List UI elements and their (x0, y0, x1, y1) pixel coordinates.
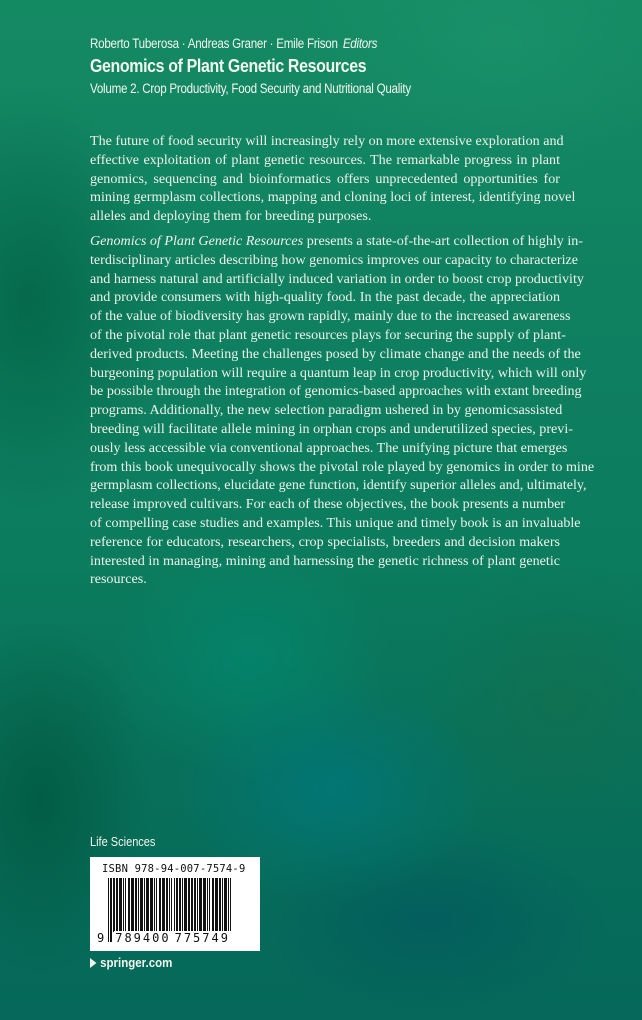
blurb (90, 132, 595, 595)
isbn-label: ISBN 978-94-007-7574-9 (102, 863, 246, 875)
website-link[interactable] (90, 956, 172, 970)
text-line: ously less accessible via conventional approaches. The unifying picture that emerges (90, 439, 568, 456)
text-line: breeding will facilitate allele mining in orphan crops and underutilized species, previ- (90, 420, 573, 437)
text-line: germplasm collections, elucidate gene function, identify superior alleles and, ultimately, (90, 477, 587, 494)
text-line: mining germplasm collections, mapping and cloning loci of interest, identifying novel (90, 189, 576, 206)
editors-names: Roberto Tuberosa · Andreas Graner · Emile Frison (90, 36, 338, 51)
text-line (90, 232, 584, 251)
barcode-group-2: 775749 (174, 931, 230, 945)
text-line: The future of food security will increasingly rely on more extensive exploration and (90, 133, 564, 149)
text-line: interested in managing, mining and harnessing the genetic richness of plant genetic (90, 552, 560, 569)
text-line: from this book unequivocally shows the pivotal role played by genomics in order to mine (90, 458, 595, 475)
website-label: springer.com (100, 956, 173, 970)
text-line: resources. (90, 571, 147, 588)
text-line: derived products. Meeting the challenges posed by climate change and the needs of the (90, 345, 581, 362)
editors-line (90, 35, 537, 53)
blurb-paragraph-2 (90, 232, 595, 589)
book-title: Genomics of Plant Genetic Resources (90, 55, 367, 76)
text-line: programs. Additionally, the new selection paradigm ushered in by genomicsassisted (90, 402, 563, 419)
text-line: of compelling case studies and examples. This unique and timely book is an invaluable (90, 514, 581, 531)
editors-role: Editors (342, 36, 378, 51)
barcode-first-digit: 9 (97, 931, 105, 945)
text-line: of the pivotal role that plant genetic resources plays for securing the supply of plant- (90, 326, 566, 343)
book-title-italic: Genomics of Plant Genetic Resources (90, 232, 304, 249)
play-arrow-icon (90, 958, 96, 968)
text-line: genomics, sequencing and bioinformatics offers unprecedented opportunities for (90, 170, 560, 187)
text-line: and harness natural and artificially induced variation in order to boost crop productivity (90, 270, 584, 287)
text-line: and provide consumers with high-quality food. In the past decade, the appreciation (90, 289, 560, 306)
text-line: release improved cultivars. For each of these objectives, the book presents a number (90, 496, 566, 513)
isbn-barcode (90, 857, 260, 951)
text-line: effective exploitation of plant genetic resources. The remarkable progress in plant (90, 151, 560, 168)
text-fragment: presents a state-of-the-art collection of highly in- (303, 232, 584, 249)
text-line: reference for educators, researchers, crop specialists, breeders and decision makers (90, 533, 560, 550)
cover-header (90, 35, 610, 98)
text-line: terdisciplinary articles describing how genomics improves our capacity to characterize (90, 251, 579, 268)
barcode-group-1: 789400 (115, 931, 171, 945)
blurb-paragraph-1 (90, 132, 576, 226)
subject-category: Life Sciences (90, 835, 156, 849)
text-line: burgeoning population will require a quantum leap in crop productivity, which will only (90, 364, 587, 381)
text-line: of the value of biodiversity has grown rapidly, mainly due to the increased awareness (90, 308, 571, 325)
barcode-digits (97, 931, 231, 945)
text-line: be possible through the integration of genomics-based approaches with extant breeding (90, 383, 582, 400)
book-subtitle: Volume 2. Crop Productivity, Food Security and Nutritional Quality (90, 81, 411, 96)
text-line: alleles and deploying them for breeding purposes. (90, 208, 372, 225)
